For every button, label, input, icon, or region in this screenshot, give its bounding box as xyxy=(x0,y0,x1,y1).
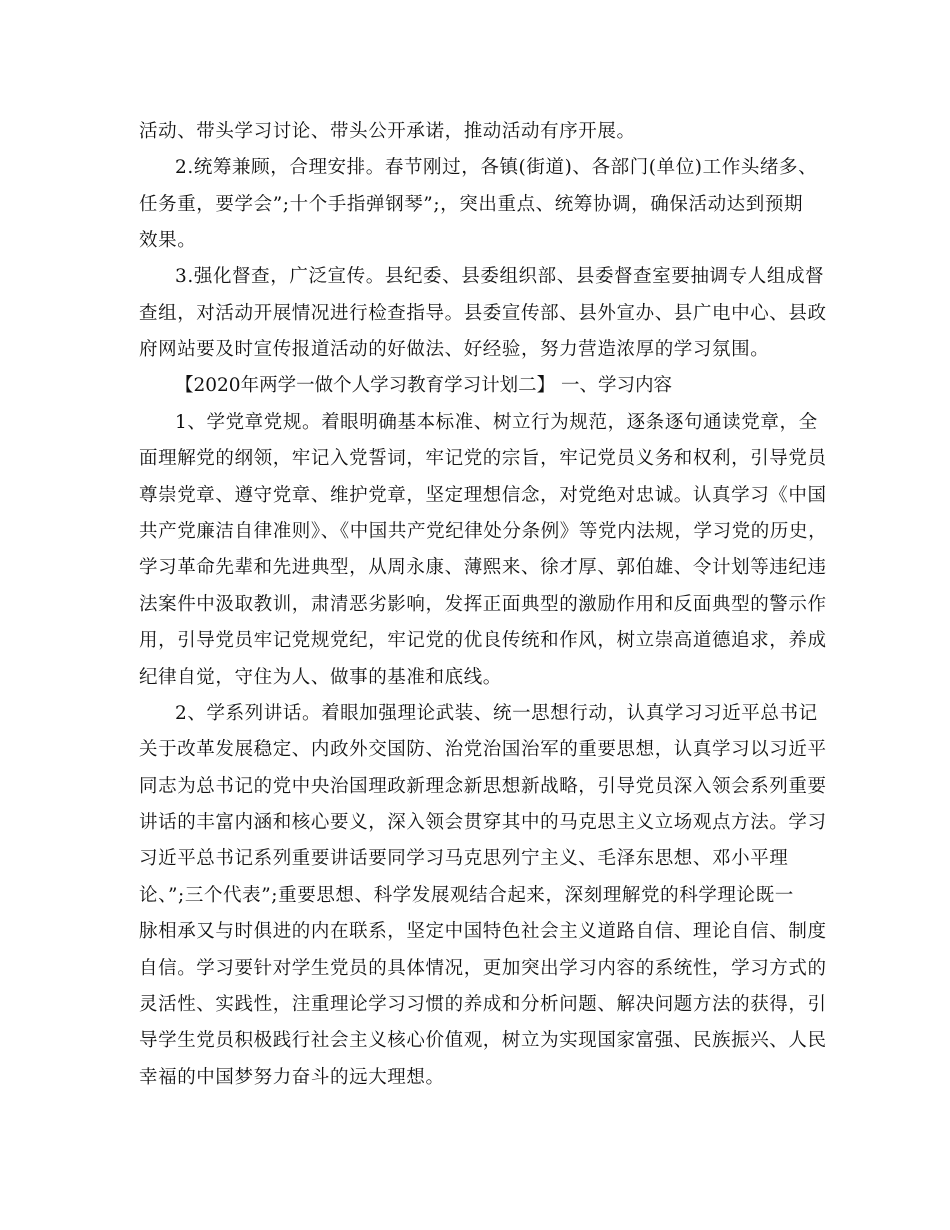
text-line: 论、”;三个代表”;重要思想、科学发展观结合起来，深刻理解党的科学理论既一 xyxy=(139,885,794,906)
text-line: 关于改革发展稳定、内政外交国防、治党治国治军的重要思想，认真学习以习近平 xyxy=(139,739,827,760)
text-line: 效果。 xyxy=(139,230,197,251)
text-line: 1、学党章党规。着眼明确基本标准、树立行为规范，逐条逐句通读党章，全 xyxy=(175,412,818,433)
text-line: 纪律自觉，守住为人、做事的基准和底线。 xyxy=(139,667,502,688)
text-line: 府网站要及时宣传报道活动的好做法、好经验，努力营造浓厚的学习氛围。 xyxy=(139,339,770,360)
text-line: 法案件中汲取教训，肃清恶劣影响，发挥正面典型的激励作用和反面典型的警示作 xyxy=(139,594,827,615)
text-line: 2、学系列讲话。着眼加强理论武装、统一思想行动，认真学习习近平总书记 xyxy=(175,703,818,724)
text-line: 习近平总书记系列重要讲话要同学习马克思列宁主义、毛泽东思想、邓小平理 xyxy=(139,848,789,869)
text-line: 活动、带头学习讨论、带头公开承诺，推动活动有序开展。 xyxy=(139,121,636,142)
text-line: 讲话的丰富内涵和核心要义，深入领会贯穿其中的马克思主义立场观点方法。学习 xyxy=(139,812,827,833)
text-line: 2.统筹兼顾，合理安排。春节刚过，各镇(街道)、各部门(单位)工作头绪多、 xyxy=(175,157,818,178)
text-line: 自信。学习要针对学生党员的具体情况，更加突出学习内容的系统性，学习方式的 xyxy=(139,958,827,979)
text-line: 共产党廉洁自律准则》、《中国共产党纪律处分条例》等党内法规，学习党的历史， xyxy=(139,521,828,542)
text-line: 同志为总书记的党中央治国理政新理念新思想新战略，引导党员深入领会系列重要 xyxy=(139,776,827,797)
text-line: 导学生党员积极践行社会主义核心价值观，树立为实现国家富强、民族振兴、人民 xyxy=(139,1030,827,1051)
section-heading: 【2020年两学一做个人学习教育学习计划二】 一、学习内容 xyxy=(175,375,672,396)
text-line: 3.强化督查，广泛宣传。县纪委、县委组织部、县委督查室要抽调专人组成督 xyxy=(175,266,825,287)
text-line: 幸福的中国梦努力奋斗的远大理想。 xyxy=(139,1067,445,1088)
text-line: 脉相承又与时俱进的内在联系，坚定中国特色社会主义道路自信、理论自信、制度 xyxy=(139,921,827,942)
text-line: 面理解党的纲领，牢记入党誓词，牢记党的宗旨，牢记党员义务和权利，引导党员 xyxy=(139,448,827,469)
text-line: 学习革命先辈和先进典型，从周永康、薄熙来、徐才厚、郭伯雄、令计划等违纪违 xyxy=(139,557,827,578)
text-line: 用，引导党员牢记党规党纪，牢记党的优良传统和作风，树立崇高道德追求，养成 xyxy=(139,630,827,651)
text-line: 任务重，要学会”;十个手指弹钢琴”;，突出重点、统筹协调，确保活动达到预期 xyxy=(139,194,804,215)
text-line: 灵活性、实践性，注重理论学习习惯的养成和分析问题、解决问题方法的获得，引 xyxy=(139,994,827,1015)
text-line: 查组，对活动开展情况进行检查指导。县委宣传部、县外宣办、县广电中心、县政 xyxy=(139,303,827,324)
text-line: 尊崇党章、遵守党章、维护党章，坚定理想信念，对党绝对忠诚。认真学习《中国 xyxy=(139,485,827,506)
